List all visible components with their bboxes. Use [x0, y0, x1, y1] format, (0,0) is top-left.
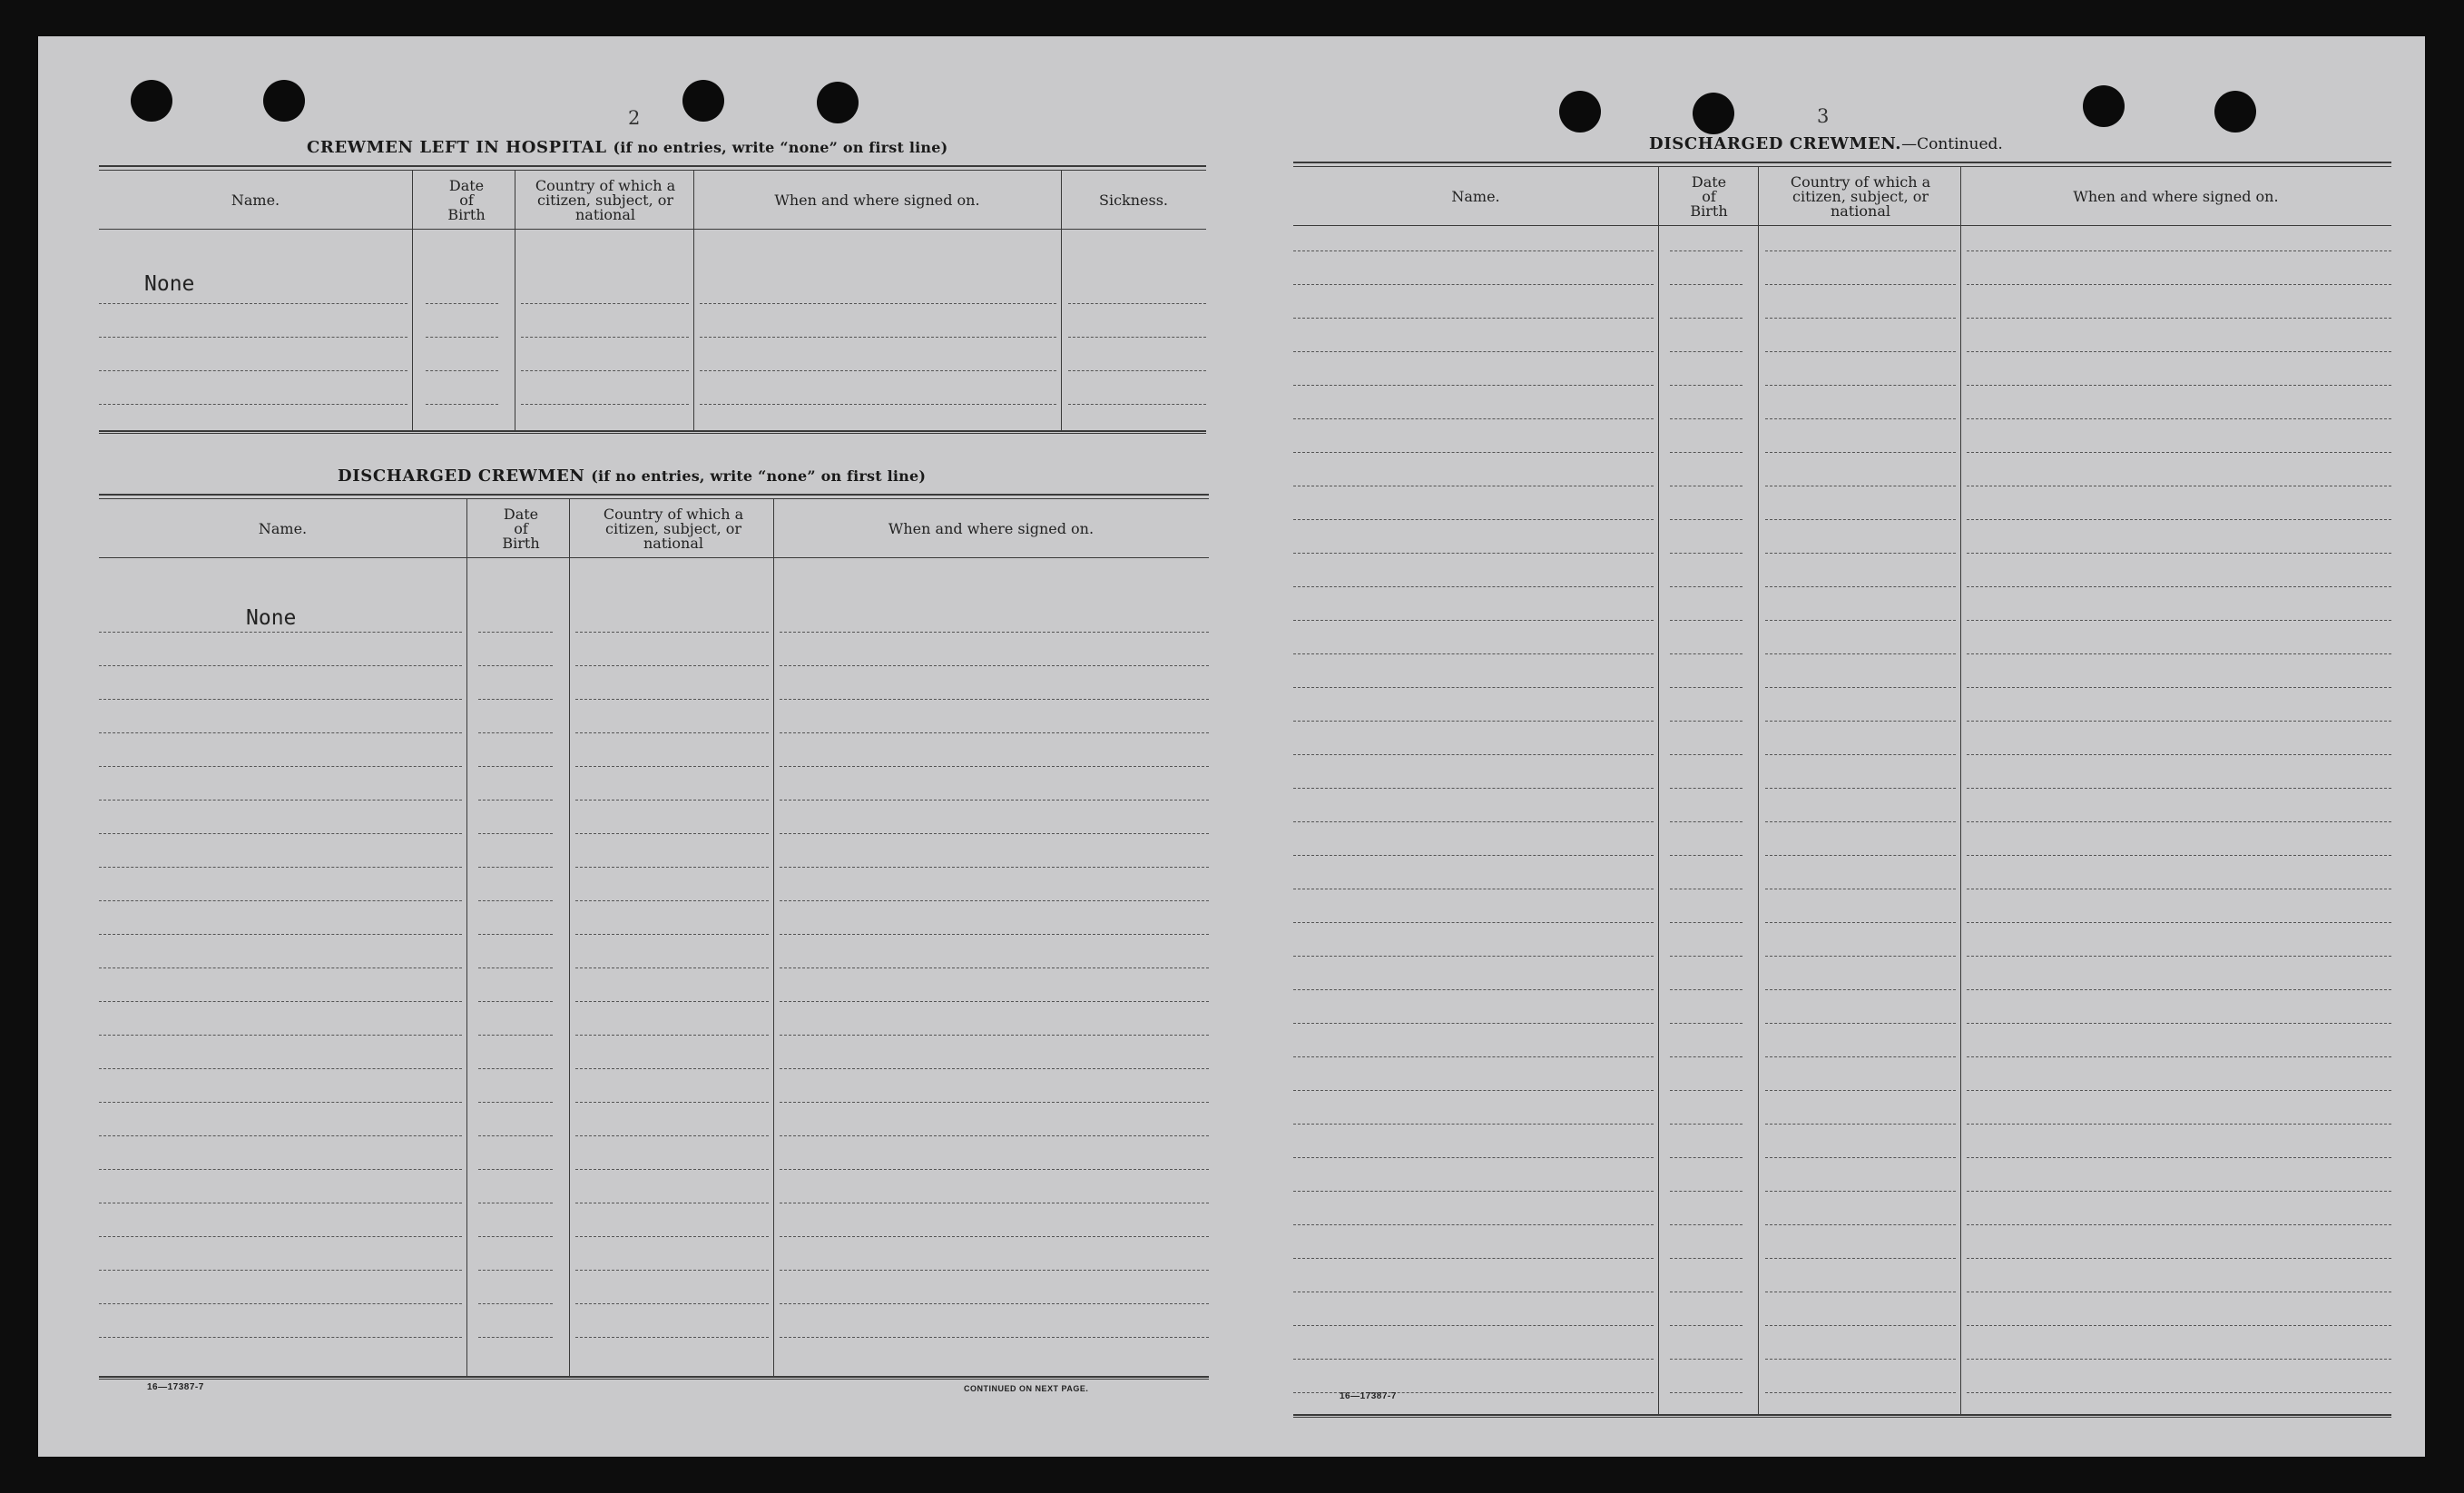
- entry-line: [1765, 250, 1956, 251]
- entry-line: [1765, 721, 1956, 722]
- column-divider: [773, 499, 774, 1376]
- entry-line: [1967, 721, 2391, 722]
- entry-line: [575, 867, 769, 868]
- entry-line: [1967, 586, 2391, 587]
- entry-line: [780, 934, 1209, 935]
- entry-line: [1765, 1157, 1956, 1158]
- entry-line: [99, 934, 462, 935]
- entry-line: [1765, 1023, 1956, 1024]
- discharged-title-note: (if no entries, write “none” on first line): [591, 467, 927, 485]
- entry-line: [1967, 519, 2391, 520]
- entry-line: [1765, 385, 1956, 386]
- entry-line: [99, 632, 462, 633]
- entry-line: [478, 665, 553, 666]
- header-rule: [99, 557, 1209, 558]
- entry-line: [780, 1303, 1209, 1304]
- discharged-title-text: DISCHARGED CREWMEN: [338, 467, 585, 486]
- entry-line: [1293, 284, 1654, 285]
- entry-line: [1670, 1023, 1742, 1024]
- entry-line: [1293, 452, 1654, 453]
- entry-line: [99, 766, 462, 767]
- entry-line: [1293, 385, 1654, 386]
- entry-line: [99, 900, 462, 901]
- entry-line: [575, 1303, 769, 1304]
- entry-line: [1670, 1090, 1742, 1091]
- entry-line: [1293, 989, 1654, 990]
- entry-line: [521, 370, 689, 371]
- entry-line: [700, 370, 1056, 371]
- entry-line: [1765, 788, 1956, 789]
- entry-line: [575, 632, 769, 633]
- entry-line: [1765, 1258, 1956, 1259]
- hospital-table: [99, 165, 1206, 437]
- entry-line: [1967, 1392, 2391, 1393]
- entry-line: [1068, 404, 1206, 405]
- column-header-signed-on: When and where signed on.: [2073, 188, 2279, 205]
- entry-line: [1670, 1325, 1742, 1326]
- entry-line: [1765, 620, 1956, 621]
- entry-line: [1293, 620, 1654, 621]
- column-divider: [569, 499, 570, 1376]
- entry-line: [1765, 418, 1956, 419]
- entry-line: [99, 665, 462, 666]
- table-bottom-rule: [99, 430, 1206, 434]
- entry-line: [575, 1035, 769, 1036]
- entry-line: [1765, 1090, 1956, 1091]
- entry-line: [575, 665, 769, 666]
- entry-line: [478, 1035, 553, 1036]
- entry-line: [1293, 586, 1654, 587]
- entry-line: [1967, 452, 2391, 453]
- entry-line: [1293, 754, 1654, 755]
- entry-line: [1670, 284, 1742, 285]
- entry-line: [478, 766, 553, 767]
- entry-line: [1967, 1359, 2391, 1360]
- entry-line: [478, 732, 553, 733]
- entry-line: [780, 833, 1209, 834]
- entry-line: [1967, 788, 2391, 789]
- entry-line: [1293, 855, 1654, 856]
- entry-line: [1765, 956, 1956, 957]
- table-top-rule: [99, 494, 1209, 499]
- entry-line: [1967, 821, 2391, 822]
- entry-line: [1967, 653, 2391, 654]
- entry-line: [780, 1102, 1209, 1103]
- column-header-date-of-birth: Date of Birth: [447, 177, 486, 223]
- entry-line: [1765, 687, 1956, 688]
- entry-line: [780, 800, 1209, 801]
- entry-line: [780, 699, 1209, 700]
- entry-line: [780, 867, 1209, 868]
- entry-line: [575, 833, 769, 834]
- entry-line: [1293, 1191, 1654, 1192]
- punch-hole-icon: [263, 80, 305, 122]
- entry-line: [575, 900, 769, 901]
- entry-line: [1765, 1191, 1956, 1192]
- entry-line: [780, 1068, 1209, 1069]
- entry-line: [99, 404, 407, 405]
- entry-line: [1765, 1056, 1956, 1057]
- entry-line: [1670, 586, 1742, 587]
- entry-line: [1068, 370, 1206, 371]
- entry-line: [575, 732, 769, 733]
- table-bottom-rule: [99, 1376, 1209, 1380]
- entry-line: [1293, 418, 1654, 419]
- entry-line: [780, 1035, 1209, 1036]
- entry-line: [1293, 1224, 1654, 1225]
- page-number-left: 2: [628, 107, 641, 129]
- entry-line: [1765, 519, 1956, 520]
- entry-line: [1967, 989, 2391, 990]
- column-header-name: Name.: [231, 192, 280, 209]
- entry-line: [1967, 855, 2391, 856]
- entry-line: [1967, 687, 2391, 688]
- entry-line: [1293, 351, 1654, 352]
- entry-line: [1765, 989, 1956, 990]
- hospital-table-title: [307, 138, 947, 157]
- entry-line: [1068, 337, 1206, 338]
- discharged-continued-text: DISCHARGED CREWMEN.: [1649, 134, 1902, 153]
- entry-line: [426, 303, 498, 304]
- entry-line: [780, 1135, 1209, 1136]
- entry-line: [575, 1337, 769, 1338]
- entry-line: [575, 699, 769, 700]
- entry-line: [1293, 318, 1654, 319]
- entry-line: [1967, 1224, 2391, 1225]
- entry-line: [575, 1102, 769, 1103]
- entry-line: [1293, 721, 1654, 722]
- entry-line: [1670, 519, 1742, 520]
- entry-line: [780, 665, 1209, 666]
- entry-line: [780, 900, 1209, 901]
- entry-line: [1765, 318, 1956, 319]
- entry-line: [99, 1001, 462, 1002]
- entry-line: [700, 404, 1056, 405]
- form-number-left: 16—17387-7: [147, 1382, 204, 1392]
- entry-line: [1670, 1157, 1742, 1158]
- entry-line: [1293, 1258, 1654, 1259]
- header-rule: [99, 229, 1206, 230]
- entry-line: [99, 1337, 462, 1338]
- entry-line: [1765, 452, 1956, 453]
- entry-line: [780, 1337, 1209, 1338]
- entry-line: [1765, 1359, 1956, 1360]
- entry-line: [478, 632, 553, 633]
- entry-line: [99, 1169, 462, 1170]
- entry-line: [1670, 1258, 1742, 1259]
- punch-hole-icon: [131, 80, 172, 122]
- entry-line: [1765, 1124, 1956, 1125]
- entry-line: [521, 303, 689, 304]
- discharged-table: [99, 494, 1209, 1383]
- entry-line: [1670, 922, 1742, 923]
- column-header-country: Country of which a citizen, subject, or national: [603, 506, 744, 552]
- entry-line: [1670, 1056, 1742, 1057]
- entry-line: [478, 833, 553, 834]
- entry-line: [1670, 721, 1742, 722]
- page-number-right: 3: [1817, 105, 1830, 127]
- entry-line: [1670, 956, 1742, 957]
- punch-hole-icon: [1559, 91, 1601, 133]
- entry-line: [1068, 303, 1206, 304]
- entry-line: [1765, 553, 1956, 554]
- entry-line: [1670, 653, 1742, 654]
- column-divider: [1658, 167, 1659, 1414]
- entry-line: [426, 404, 498, 405]
- entry-line: [99, 1035, 462, 1036]
- first-entry-none: None: [144, 272, 195, 296]
- entry-line: [478, 867, 553, 868]
- entry-line: [1967, 1090, 2391, 1091]
- entry-line: [1670, 821, 1742, 822]
- entry-line: [780, 632, 1209, 633]
- discharged-continued-table: [1293, 162, 2391, 1421]
- entry-line: [478, 900, 553, 901]
- entry-line: [1765, 586, 1956, 587]
- entry-line: [521, 404, 689, 405]
- entry-line: [1967, 250, 2391, 251]
- entry-line: [99, 732, 462, 733]
- entry-line: [780, 1001, 1209, 1002]
- entry-line: [478, 1169, 553, 1170]
- discharged-continued-title: [1649, 134, 2003, 153]
- table-top-rule: [99, 165, 1206, 171]
- entry-line: [478, 1303, 553, 1304]
- entry-line: [1293, 519, 1654, 520]
- entry-line: [780, 732, 1209, 733]
- entry-line: [1967, 318, 2391, 319]
- entry-line: [575, 1169, 769, 1170]
- entry-line: [1967, 1191, 2391, 1192]
- entry-line: [99, 370, 407, 371]
- entry-line: [1670, 452, 1742, 453]
- continued-note: CONTINUED ON NEXT PAGE.: [964, 1384, 1089, 1393]
- entry-line: [1765, 1325, 1956, 1326]
- entry-line: [1670, 620, 1742, 621]
- entry-line: [1670, 1224, 1742, 1225]
- column-header-name: Name.: [1451, 188, 1500, 205]
- entry-line: [1293, 922, 1654, 923]
- entry-line: [1293, 821, 1654, 822]
- column-divider: [1758, 167, 1759, 1414]
- entry-line: [478, 1135, 553, 1136]
- continued-suffix: —Continued.: [1901, 135, 2003, 153]
- hospital-title-note: (if no entries, write “none” on first line): [613, 139, 948, 156]
- entry-line: [1670, 989, 1742, 990]
- entry-line: [1293, 1090, 1654, 1091]
- column-header-signed-on: When and where signed on.: [888, 520, 1095, 537]
- entry-line: [1670, 553, 1742, 554]
- entry-line: [1670, 855, 1742, 856]
- column-header-signed-on: When and where signed on.: [774, 192, 980, 209]
- punch-hole-icon: [1693, 93, 1734, 134]
- entry-line: [575, 1068, 769, 1069]
- column-divider: [1960, 167, 1961, 1414]
- entry-line: [1967, 922, 2391, 923]
- table-top-rule: [1293, 162, 2391, 167]
- entry-line: [99, 1303, 462, 1304]
- entry-line: [1765, 821, 1956, 822]
- entry-line: [1967, 956, 2391, 957]
- entry-line: [1670, 1392, 1742, 1393]
- punch-hole-icon: [817, 82, 859, 123]
- entry-line: [478, 1337, 553, 1338]
- entry-line: [478, 1001, 553, 1002]
- entry-line: [1967, 1124, 2391, 1125]
- entry-line: [575, 1001, 769, 1002]
- entry-line: [1670, 754, 1742, 755]
- entry-line: [1967, 418, 2391, 419]
- entry-line: [1293, 250, 1654, 251]
- entry-line: [1670, 385, 1742, 386]
- entry-line: [780, 1270, 1209, 1271]
- entry-line: [521, 337, 689, 338]
- entry-line: [780, 766, 1209, 767]
- entry-line: [1967, 1056, 2391, 1057]
- entry-line: [575, 800, 769, 801]
- entry-line: [1293, 1124, 1654, 1125]
- entry-line: [575, 766, 769, 767]
- entry-line: [1967, 385, 2391, 386]
- entry-line: [1967, 1258, 2391, 1259]
- hospital-title-text: CREWMEN LEFT IN HOSPITAL: [307, 138, 607, 157]
- entry-line: [1293, 1359, 1654, 1360]
- column-header-date-of-birth: Date of Birth: [1690, 173, 1728, 220]
- entry-line: [99, 303, 407, 304]
- entry-line: [1967, 284, 2391, 285]
- entry-line: [1293, 1325, 1654, 1326]
- entry-line: [700, 303, 1056, 304]
- entry-line: [1967, 351, 2391, 352]
- table-bottom-rule: [1293, 1414, 2391, 1418]
- entry-line: [1670, 418, 1742, 419]
- entry-line: [1670, 788, 1742, 789]
- entry-line: [1765, 1224, 1956, 1225]
- entry-line: [99, 1135, 462, 1136]
- entry-line: [1967, 553, 2391, 554]
- punch-hole-icon: [682, 80, 724, 122]
- entry-line: [1670, 1359, 1742, 1360]
- entry-line: [478, 1270, 553, 1271]
- entry-line: [99, 1068, 462, 1069]
- column-header-date-of-birth: Date of Birth: [502, 506, 540, 552]
- entry-line: [1293, 1023, 1654, 1024]
- entry-line: [700, 337, 1056, 338]
- entry-line: [1765, 855, 1956, 856]
- entry-line: [1293, 1056, 1654, 1057]
- discharged-table-title: [338, 467, 926, 486]
- entry-line: [1293, 1157, 1654, 1158]
- entry-line: [99, 1102, 462, 1103]
- column-header-sickness: Sickness.: [1098, 192, 1168, 209]
- entry-line: [1670, 687, 1742, 688]
- entry-line: [575, 1135, 769, 1136]
- entry-line: [1765, 754, 1956, 755]
- entry-line: [1293, 687, 1654, 688]
- entry-line: [99, 337, 407, 338]
- entry-line: [1293, 788, 1654, 789]
- entry-line: [478, 1102, 553, 1103]
- entry-line: [1967, 1325, 2391, 1326]
- entry-line: [1967, 620, 2391, 621]
- entry-line: [478, 1068, 553, 1069]
- entry-line: [478, 699, 553, 700]
- entry-line: [99, 833, 462, 834]
- entry-line: [1765, 653, 1956, 654]
- entry-line: [1670, 1124, 1742, 1125]
- column-divider: [412, 171, 413, 430]
- first-entry-none: None: [246, 606, 297, 630]
- punch-hole-icon: [2083, 85, 2125, 127]
- form-number-right: 16—17387-7: [1340, 1391, 1397, 1401]
- entry-line: [99, 800, 462, 801]
- form-sheet: [38, 36, 2425, 1457]
- column-header-name: Name.: [258, 520, 308, 537]
- entry-line: [1293, 956, 1654, 957]
- entry-line: [1765, 284, 1956, 285]
- entry-line: [426, 370, 498, 371]
- entry-line: [478, 1236, 553, 1237]
- column-header-country: Country of which a citizen, subject, or national: [1790, 173, 1931, 220]
- entry-line: [1765, 1392, 1956, 1393]
- entry-line: [575, 1236, 769, 1237]
- entry-line: [99, 699, 462, 700]
- entry-line: [780, 1169, 1209, 1170]
- entry-line: [1670, 1191, 1742, 1192]
- entry-line: [575, 1270, 769, 1271]
- entry-line: [478, 934, 553, 935]
- entry-line: [99, 1236, 462, 1237]
- entry-line: [478, 800, 553, 801]
- column-header-country: Country of which a citizen, subject, or national: [535, 177, 676, 223]
- entry-line: [1765, 351, 1956, 352]
- entry-line: [99, 867, 462, 868]
- entry-line: [1293, 553, 1654, 554]
- entry-line: [1670, 250, 1742, 251]
- entry-line: [1967, 1157, 2391, 1158]
- column-divider: [466, 499, 467, 1376]
- entry-line: [1765, 922, 1956, 923]
- header-rule: [1293, 225, 2391, 226]
- entry-line: [99, 1270, 462, 1271]
- entry-line: [1293, 653, 1654, 654]
- entry-line: [1967, 1023, 2391, 1024]
- entry-line: [426, 337, 498, 338]
- entry-line: [575, 934, 769, 935]
- entry-line: [1670, 351, 1742, 352]
- entry-line: [1670, 318, 1742, 319]
- entry-line: [780, 1236, 1209, 1237]
- punch-hole-icon: [2214, 91, 2256, 133]
- entry-line: [1967, 754, 2391, 755]
